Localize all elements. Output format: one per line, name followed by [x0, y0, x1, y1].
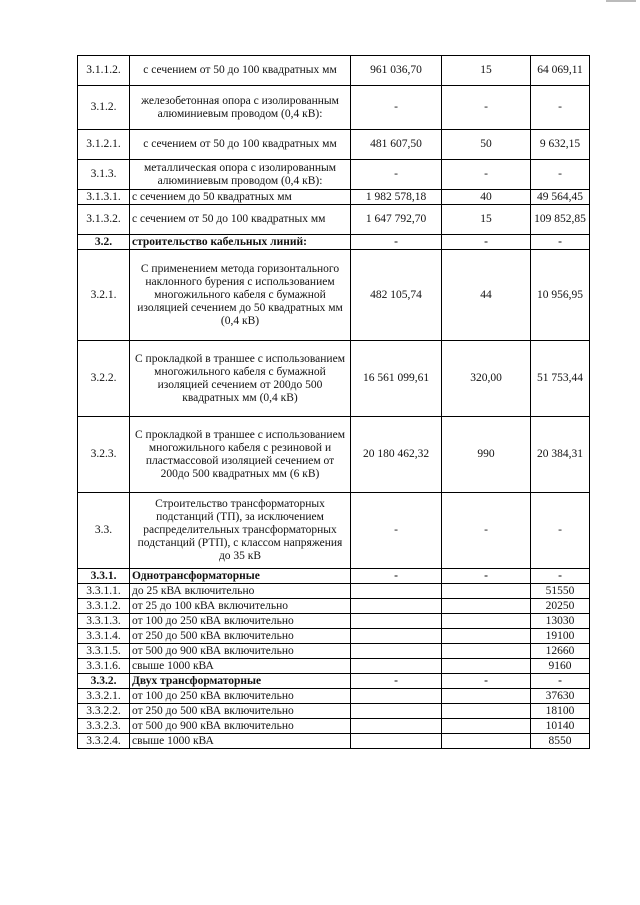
table-row	[78, 629, 590, 644]
row-cost: -	[351, 493, 442, 569]
table-row	[78, 704, 590, 719]
row-unit-rate: 20 384,31	[531, 417, 590, 493]
row-quantity	[442, 659, 531, 674]
table-row	[78, 584, 590, 599]
row-unit-rate: 10140	[531, 719, 590, 734]
row-cost	[351, 659, 442, 674]
row-cost: 482 105,74	[351, 250, 442, 341]
row-quantity: 15	[442, 205, 531, 235]
row-description: С прокладкой в траншее с использованием многожильного кабеля с бумажной изоляцией сечением от 200до 500 квадратных мм (0,4 кВ)	[130, 341, 351, 417]
row-description: свыше 1000 кВА	[130, 734, 351, 749]
row-description: от 25 до 100 кВА включительно	[130, 599, 351, 614]
row-description: от 250 до 500 кВА включительно	[130, 704, 351, 719]
table-row	[78, 86, 590, 130]
row-cost: -	[351, 569, 442, 584]
table-row	[78, 235, 590, 250]
row-cost	[351, 584, 442, 599]
row-quantity: -	[442, 569, 531, 584]
row-description: до 25 кВА включительно	[130, 584, 351, 599]
row-unit-rate: 51 753,44	[531, 341, 590, 417]
row-cost: 1 982 578,18	[351, 190, 442, 205]
table-row	[78, 56, 590, 86]
row-description: с сечением от 50 до 100 квадратных мм	[130, 56, 351, 86]
row-description: строительство кабельных линий:	[130, 235, 351, 250]
row-quantity: -	[442, 235, 531, 250]
row-unit-rate: -	[531, 569, 590, 584]
row-number: 3.3.1.4.	[78, 629, 130, 644]
row-unit-rate: -	[531, 674, 590, 689]
row-cost: 16 561 099,61	[351, 341, 442, 417]
row-number: 3.3.1.	[78, 569, 130, 584]
row-description: металлическая опора с изолированным алюминиевым проводом (0,4 кВ):	[130, 160, 351, 190]
row-number: 3.3.1.5.	[78, 644, 130, 659]
row-number: 3.2.	[78, 235, 130, 250]
row-number: 3.1.3.2.	[78, 205, 130, 235]
row-description: С применением метода горизонтального наклонного бурения с использованием многожильного кабеля с бумажной изоляцией сечением до 50 квадратных мм (0,4 кВ)	[130, 250, 351, 341]
row-cost	[351, 734, 442, 749]
row-quantity	[442, 584, 531, 599]
row-description: от 250 до 500 кВА включительно	[130, 629, 351, 644]
table-row	[78, 569, 590, 584]
row-quantity: 50	[442, 130, 531, 160]
row-number: 3.2.2.	[78, 341, 130, 417]
row-number: 3.3.2.3.	[78, 719, 130, 734]
row-number: 3.3.1.3.	[78, 614, 130, 629]
table-row	[78, 130, 590, 160]
row-quantity	[442, 734, 531, 749]
row-number: 3.3.2.4.	[78, 734, 130, 749]
row-unit-rate: -	[531, 86, 590, 130]
row-cost	[351, 719, 442, 734]
table-row	[78, 599, 590, 614]
row-cost: -	[351, 235, 442, 250]
row-description: с сечением до 50 квадратных мм	[130, 190, 351, 205]
row-unit-rate: 8550	[531, 734, 590, 749]
row-unit-rate: 37630	[531, 689, 590, 704]
table-row	[78, 341, 590, 417]
row-unit-rate: 10 956,95	[531, 250, 590, 341]
row-cost	[351, 629, 442, 644]
row-unit-rate: 64 069,11	[531, 56, 590, 86]
row-number: 3.3.1.6.	[78, 659, 130, 674]
row-quantity: 40	[442, 190, 531, 205]
row-cost	[351, 689, 442, 704]
row-quantity: -	[442, 674, 531, 689]
table-row	[78, 614, 590, 629]
row-unit-rate: 12660	[531, 644, 590, 659]
row-quantity: -	[442, 493, 531, 569]
row-number: 3.1.2.	[78, 86, 130, 130]
table-row	[78, 734, 590, 749]
row-number: 3.3.2.	[78, 674, 130, 689]
row-quantity: 990	[442, 417, 531, 493]
row-number: 3.1.2.1.	[78, 130, 130, 160]
row-number: 3.3.2.2.	[78, 704, 130, 719]
table-row	[78, 674, 590, 689]
row-unit-rate: 109 852,85	[531, 205, 590, 235]
row-description: от 100 до 250 кВА включительно	[130, 689, 351, 704]
row-unit-rate: 20250	[531, 599, 590, 614]
row-description: с сечением от 50 до 100 квадратных мм	[130, 205, 351, 235]
row-quantity	[442, 629, 531, 644]
row-quantity	[442, 704, 531, 719]
row-unit-rate: 9160	[531, 659, 590, 674]
table-row	[78, 689, 590, 704]
row-cost	[351, 599, 442, 614]
table-row	[78, 417, 590, 493]
row-number: 3.3.1.2.	[78, 599, 130, 614]
table-row	[78, 160, 590, 190]
row-number: 3.1.1.2.	[78, 56, 130, 86]
row-number: 3.2.3.	[78, 417, 130, 493]
row-cost: 961 036,70	[351, 56, 442, 86]
row-quantity: -	[442, 86, 531, 130]
row-description: Однотрансформаторные	[130, 569, 351, 584]
row-description: от 500 до 900 кВА включительно	[130, 719, 351, 734]
row-cost	[351, 704, 442, 719]
row-quantity: -	[442, 160, 531, 190]
row-cost: 1 647 792,70	[351, 205, 442, 235]
row-quantity	[442, 719, 531, 734]
row-quantity: 44	[442, 250, 531, 341]
row-quantity	[442, 689, 531, 704]
row-cost	[351, 644, 442, 659]
row-unit-rate: 9 632,15	[531, 130, 590, 160]
row-description: С прокладкой в траншее с использованием многожильного кабеля с резиновой и пластмассовой изоляцией сечением от 200до 500 квадратных мм (6 кВ)	[130, 417, 351, 493]
row-quantity: 320,00	[442, 341, 531, 417]
table-row	[78, 250, 590, 341]
row-number: 3.1.3.1.	[78, 190, 130, 205]
row-number: 3.2.1.	[78, 250, 130, 341]
row-unit-rate: -	[531, 235, 590, 250]
row-cost: -	[351, 86, 442, 130]
page-edge-mark	[606, 0, 636, 2]
tariff-table-body	[78, 56, 590, 749]
table-row	[78, 190, 590, 205]
row-cost	[351, 614, 442, 629]
row-cost: -	[351, 674, 442, 689]
row-unit-rate: 49 564,45	[531, 190, 590, 205]
tariff-table	[77, 55, 590, 749]
row-description: от 500 до 900 кВА включительно	[130, 644, 351, 659]
row-number: 3.3.1.1.	[78, 584, 130, 599]
row-description: свыше 1000 кВА	[130, 659, 351, 674]
table-row	[78, 205, 590, 235]
row-unit-rate: 18100	[531, 704, 590, 719]
row-description: железобетонная опора с изолированным алюминиевым проводом (0,4 кВ):	[130, 86, 351, 130]
row-cost: -	[351, 160, 442, 190]
row-description: Строительство трансформаторных подстанций (ТП), за исключением распределительных трансформаторных подстанций (РТП), с классом напряжения до 35 кВ	[130, 493, 351, 569]
row-cost: 481 607,50	[351, 130, 442, 160]
row-quantity	[442, 644, 531, 659]
row-quantity	[442, 599, 531, 614]
row-unit-rate: -	[531, 493, 590, 569]
row-unit-rate: -	[531, 160, 590, 190]
row-number: 3.1.3.	[78, 160, 130, 190]
table-row	[78, 719, 590, 734]
row-unit-rate: 13030	[531, 614, 590, 629]
row-cost: 20 180 462,32	[351, 417, 442, 493]
row-number: 3.3.	[78, 493, 130, 569]
row-description: с сечением от 50 до 100 квадратных мм	[130, 130, 351, 160]
row-unit-rate: 51550	[531, 584, 590, 599]
row-quantity	[442, 614, 531, 629]
row-description: Двух трансформаторные	[130, 674, 351, 689]
row-quantity: 15	[442, 56, 531, 86]
table-row	[78, 644, 590, 659]
row-description: от 100 до 250 кВА включительно	[130, 614, 351, 629]
row-number: 3.3.2.1.	[78, 689, 130, 704]
table-row	[78, 659, 590, 674]
row-unit-rate: 19100	[531, 629, 590, 644]
table-row	[78, 493, 590, 569]
